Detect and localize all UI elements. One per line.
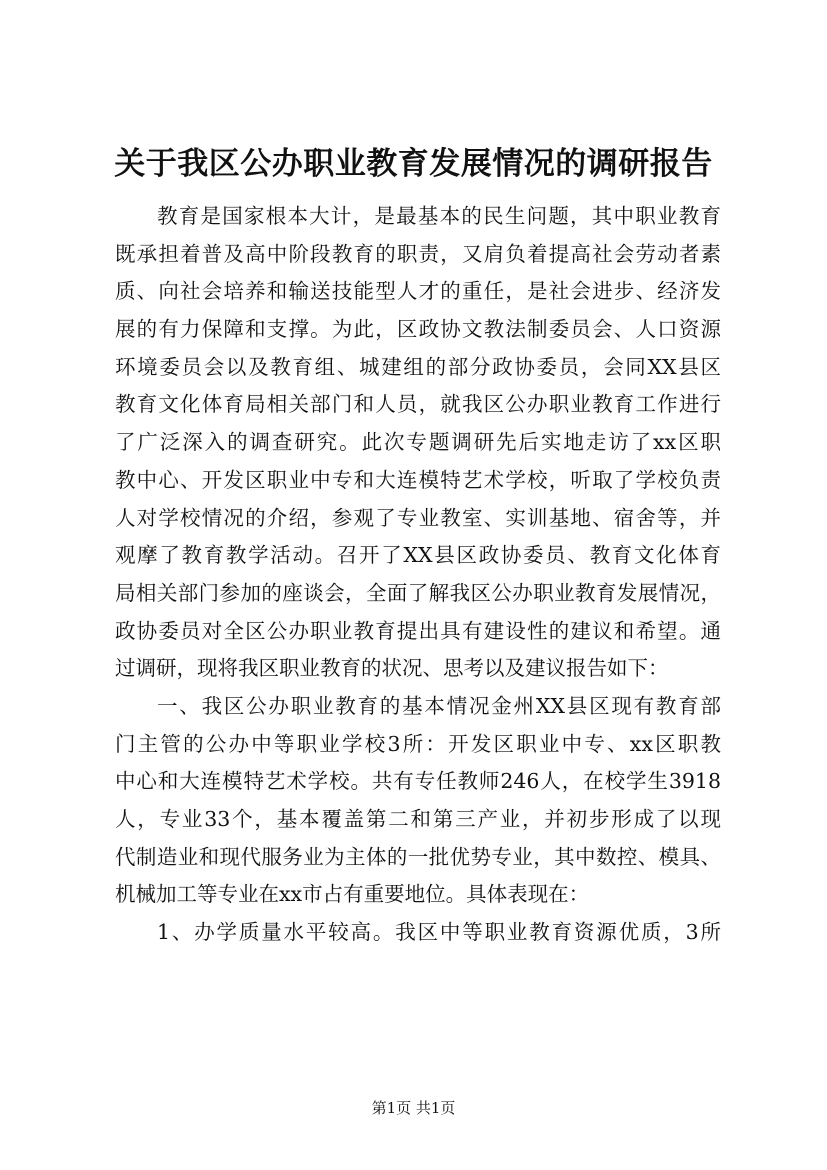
paragraph-line: 观摩了教育教学活动。召开了XX县区政协委员、教育文化体育 — [115, 543, 721, 568]
paragraph-line: 1、办学质量水平较高。我区中等职业教育资源优质，3所 — [157, 920, 721, 945]
paragraph-line: 环境委员会以及教育组、城建组的部分政协委员，会同XX县区 — [115, 354, 721, 379]
paragraph-line: 教育是国家根本大计，是最基本的民生问题，其中职业教育 — [157, 204, 721, 228]
paragraph-line: 既承担着普及高中阶段教育的职责，又肩负着提高社会劳动者素 — [115, 241, 721, 266]
paragraph-line: 人对学校情况的介绍，参观了专业教室、实训基地、宿舍等，并 — [115, 505, 721, 530]
paragraph-line: 展的有力保障和支撑。为此，区政协文教法制委员会、人口资源 — [115, 317, 721, 342]
paragraph-line: 教中心、开发区职业中专和大连模特艺术学校，听取了学校负责 — [115, 467, 721, 492]
paragraph-line: 中心和大连模特艺术学校。共有专任教师246人，在校学生3918 — [115, 769, 721, 794]
paragraph-line: 一、我区公办职业教育的基本情况金州XX县区现有教育部 — [157, 693, 721, 718]
document-title: 关于我区公办职业教育发展情况的调研报告 — [114, 146, 713, 182]
document-body — [115, 198, 721, 952]
paragraph-line: 政协委员对全区公办职业教育提出具有建设性的建议和希望。通 — [115, 618, 721, 643]
paragraph-line: 了广泛深入的调查研究。此次专题调研先后实地走访了xx区职 — [115, 430, 721, 455]
paragraph-line: 门主管的公办中等职业学校3所：开发区职业中专、xx区职教 — [115, 731, 721, 756]
paragraph-line: 代制造业和现代服务业为主体的一批优势专业，其中数控、模具、 — [115, 844, 721, 869]
paragraph-line: 机械加工等专业在xx市占有重要地位。具体表现在： — [115, 882, 590, 907]
paragraph-line: 质、向社会培养和输送技能型人才的重任，是社会进步、经济发 — [115, 279, 721, 304]
paragraph-line: 过调研，现将我区职业教育的状况、思考以及建议报告如下： — [115, 656, 669, 681]
paragraph-line: 局相关部门参加的座谈会，全面了解我区公办职业教育发展情况， — [115, 580, 721, 605]
page-footer: 第1页 共1页 — [371, 1099, 456, 1117]
paragraph-line: 教育文化体育局相关部门和人员，就我区公办职业教育工作进行 — [115, 392, 721, 417]
paragraph-line: 人，专业33个，基本覆盖第二和第三产业，并初步形成了以现 — [115, 807, 721, 831]
